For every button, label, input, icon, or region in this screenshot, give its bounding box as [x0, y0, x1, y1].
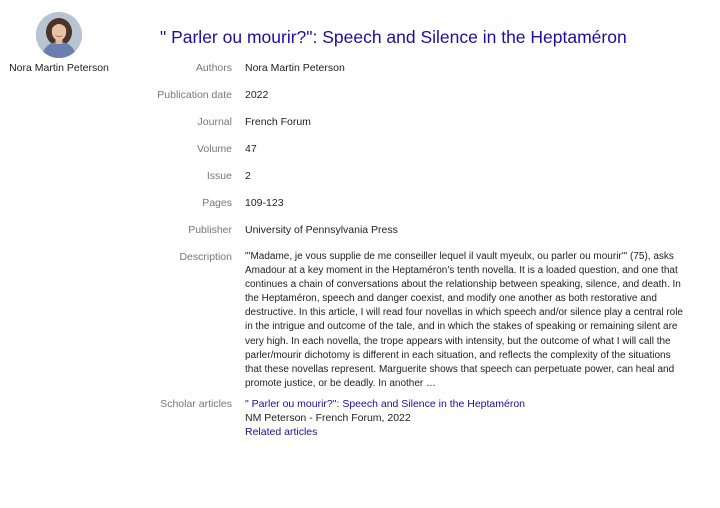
scholar-citation: NM Peterson - French Forum, 2022	[245, 411, 411, 424]
profile-photo-icon[interactable]	[36, 12, 82, 58]
field-label: Volume	[196, 143, 232, 155]
field-row-issue	[0, 166, 720, 193]
field-row-authors	[0, 58, 720, 85]
article-title-link[interactable]: " Parler ou mourir?": Speech and Silence in the Heptaméron	[160, 27, 627, 47]
field-row-publisher	[0, 220, 720, 247]
profile-name: Nora Martin Peterson	[9, 62, 109, 74]
field-row-publication-date	[0, 85, 720, 112]
field-value: 109-123	[245, 197, 284, 209]
field-label: Publication date	[157, 89, 232, 101]
field-row-volume	[0, 139, 720, 166]
field-value: Nora Martin Peterson	[245, 62, 345, 74]
scholar-article-link[interactable]: " Parler ou mourir?": Speech and Silence in the Heptaméron	[245, 397, 526, 410]
field-label: Pages	[202, 197, 232, 209]
field-value: 2022	[245, 89, 269, 101]
field-row-description	[0, 247, 720, 391]
field-row-pages	[0, 193, 720, 220]
field-value: 2	[245, 170, 251, 182]
field-label: Description	[179, 251, 232, 263]
field-label: Scholar articles	[160, 397, 232, 410]
related-articles-link[interactable]: Related articles	[245, 425, 318, 438]
field-value: French Forum	[245, 116, 311, 128]
field-value: 47	[245, 143, 257, 155]
article-details	[0, 58, 720, 439]
field-row-scholar-articles	[0, 397, 720, 439]
field-label: Journal	[197, 116, 232, 128]
field-label: Authors	[195, 62, 232, 74]
scholar-articles	[245, 397, 683, 439]
description-text: "'Madame, je vous supplie de me conseiller lequel il vault myeulx, ou parler ou mourir'" (75), asks Amadour at a key moment in the Heptaméron's tenth novella. It is a loaded question, and one that continues a chain of conversations about the relationship between speaking, silence, and death. In the Heptaméron, speech and danger coexist, and modify one another as both restorative and destructive. In this article, I will read four novellas in which speech and/or silence play a central role in the intrigue and outcome of the tale, and in which the stakes of speaking or remaining silent are very high. In each novella, the trope appears with intensity, but the outcome of what I will call the parler/mourir dichotomy is different in each situation, and reflects the complexity of the situations that these novellas represent. Marguerite shows that speech can perpetuate power, can heal and promote justice, or be deadly. In another …	[245, 251, 683, 389]
field-value: University of Pennsylvania Press	[245, 224, 398, 236]
field-label: Issue	[206, 170, 232, 182]
field-row-journal	[0, 112, 720, 139]
field-label: Publisher	[188, 224, 232, 236]
